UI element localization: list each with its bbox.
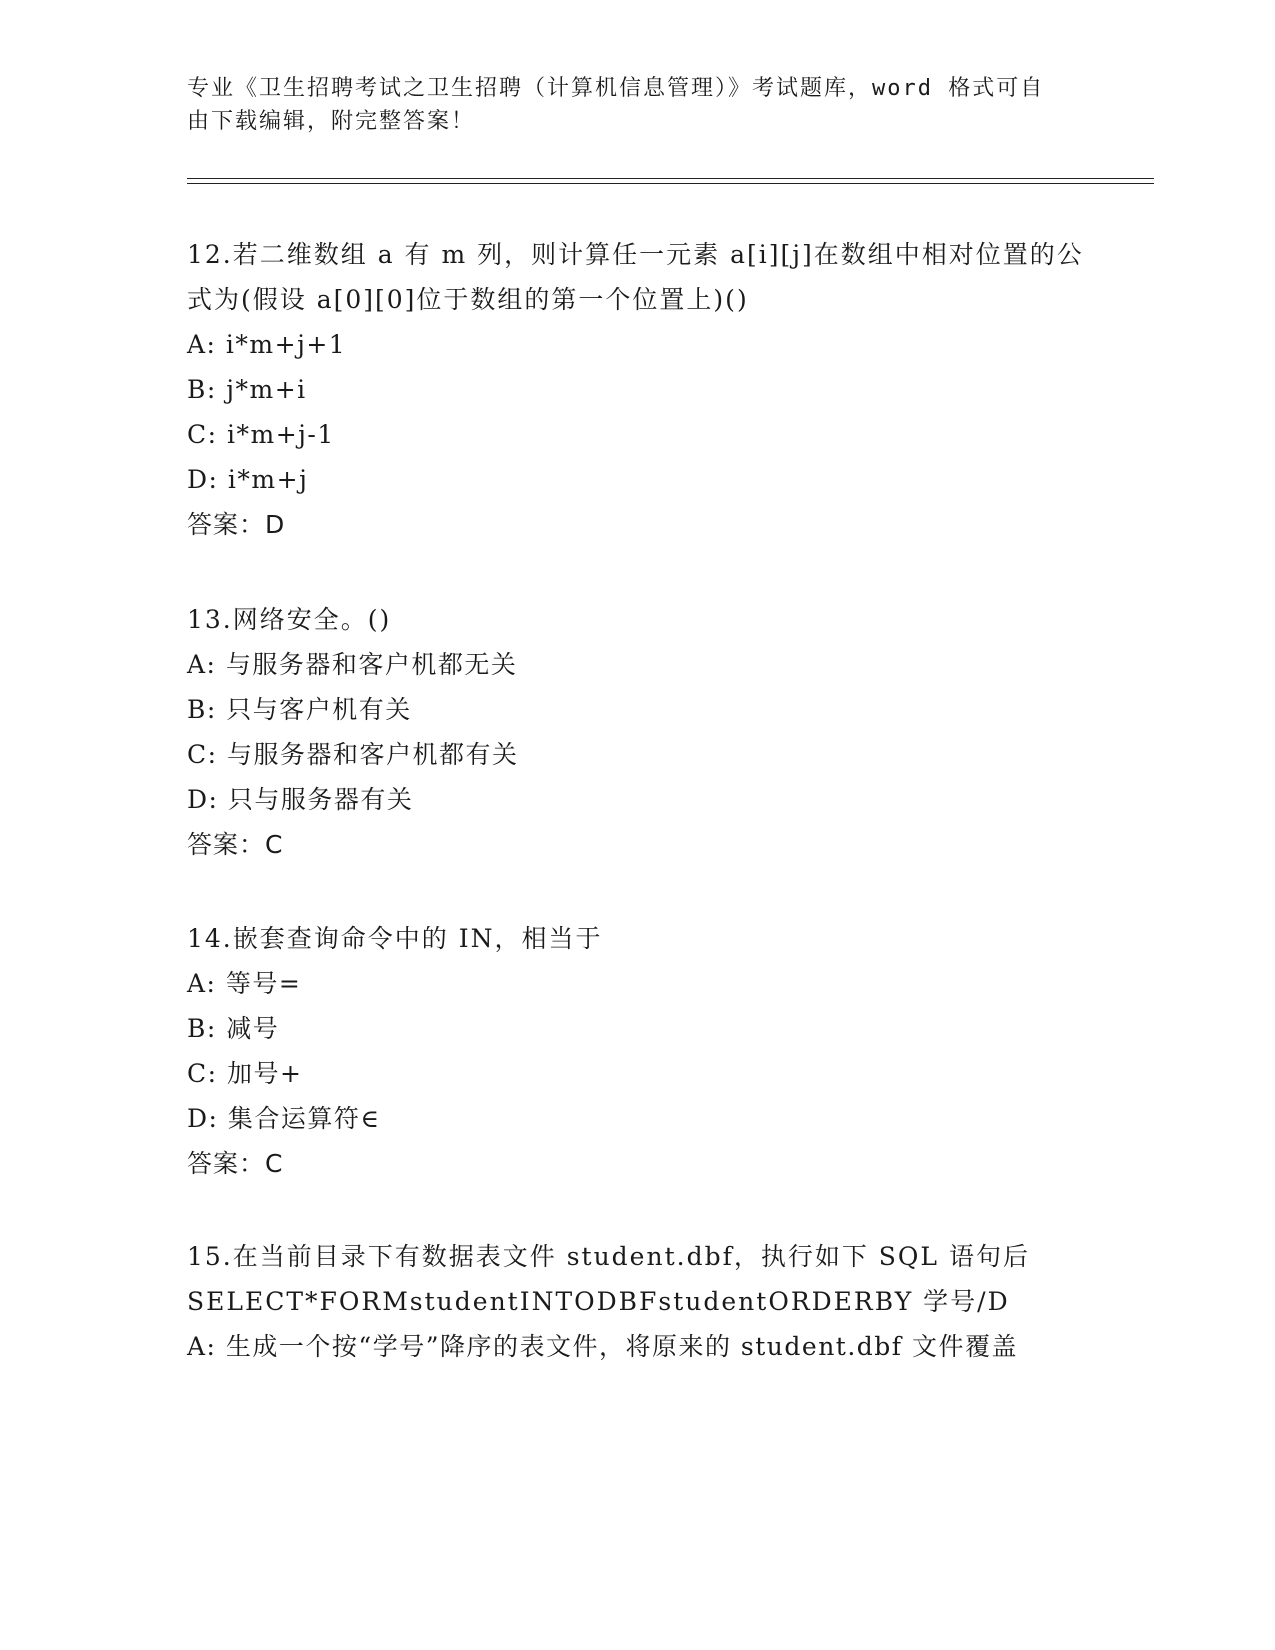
answer: 答案：D xyxy=(187,510,286,539)
option-b: B: j*m+i xyxy=(187,375,307,404)
question-15 xyxy=(187,1234,1087,1369)
question-text: 14.嵌套查询命令中的 IN，相当于 xyxy=(187,924,603,953)
header-rule-bottom xyxy=(187,183,1154,184)
question-text: 12.若二维数组 a 有 m 列，则计算任一元素 a[i][j]在数组中相对位置的公式为(假设 a[0][0]位于数组的第一个位置上)() xyxy=(187,240,1084,314)
option-d: D: 只与服务器有关 xyxy=(187,785,414,814)
option-a: A: i*m+j+1 xyxy=(187,330,347,359)
document-header: 专业《卫生招聘考试之卫生招聘（计算机信息管理）》考试题库，word 格式可自由下载编辑，附完整答案！ xyxy=(187,76,1045,134)
option-c: C: i*m+j-1 xyxy=(187,420,335,449)
option-d: D: 集合运算符∈ xyxy=(187,1104,381,1133)
answer: 答案：C xyxy=(187,830,284,859)
option-b: B: 只与客户机有关 xyxy=(187,695,412,724)
question-text: 13.网络安全。() xyxy=(187,605,392,634)
question-12 xyxy=(187,232,1087,547)
question-text: 15.在当前目录下有数据表文件 student.dbf，执行如下 SQL 语句后SELECT*FORMstudentINTODBFstudentORDERBY 学号/D xyxy=(187,1242,1030,1316)
question-13 xyxy=(187,597,1087,867)
option-b: B: 减号 xyxy=(187,1014,280,1043)
option-c: C: 与服务器和客户机都有关 xyxy=(187,740,519,769)
answer: 答案：C xyxy=(187,1149,284,1178)
option-a: A: 等号= xyxy=(187,969,302,998)
header-rule-top xyxy=(187,178,1154,179)
option-d: D: i*m+j xyxy=(187,465,309,494)
option-a: A: 生成一个按“学号”降序的表文件，将原来的 student.dbf 文件覆盖 xyxy=(187,1332,1019,1361)
option-a: A: 与服务器和客户机都无关 xyxy=(187,650,518,679)
option-c: C: 加号+ xyxy=(187,1059,303,1088)
question-14 xyxy=(187,916,1087,1186)
